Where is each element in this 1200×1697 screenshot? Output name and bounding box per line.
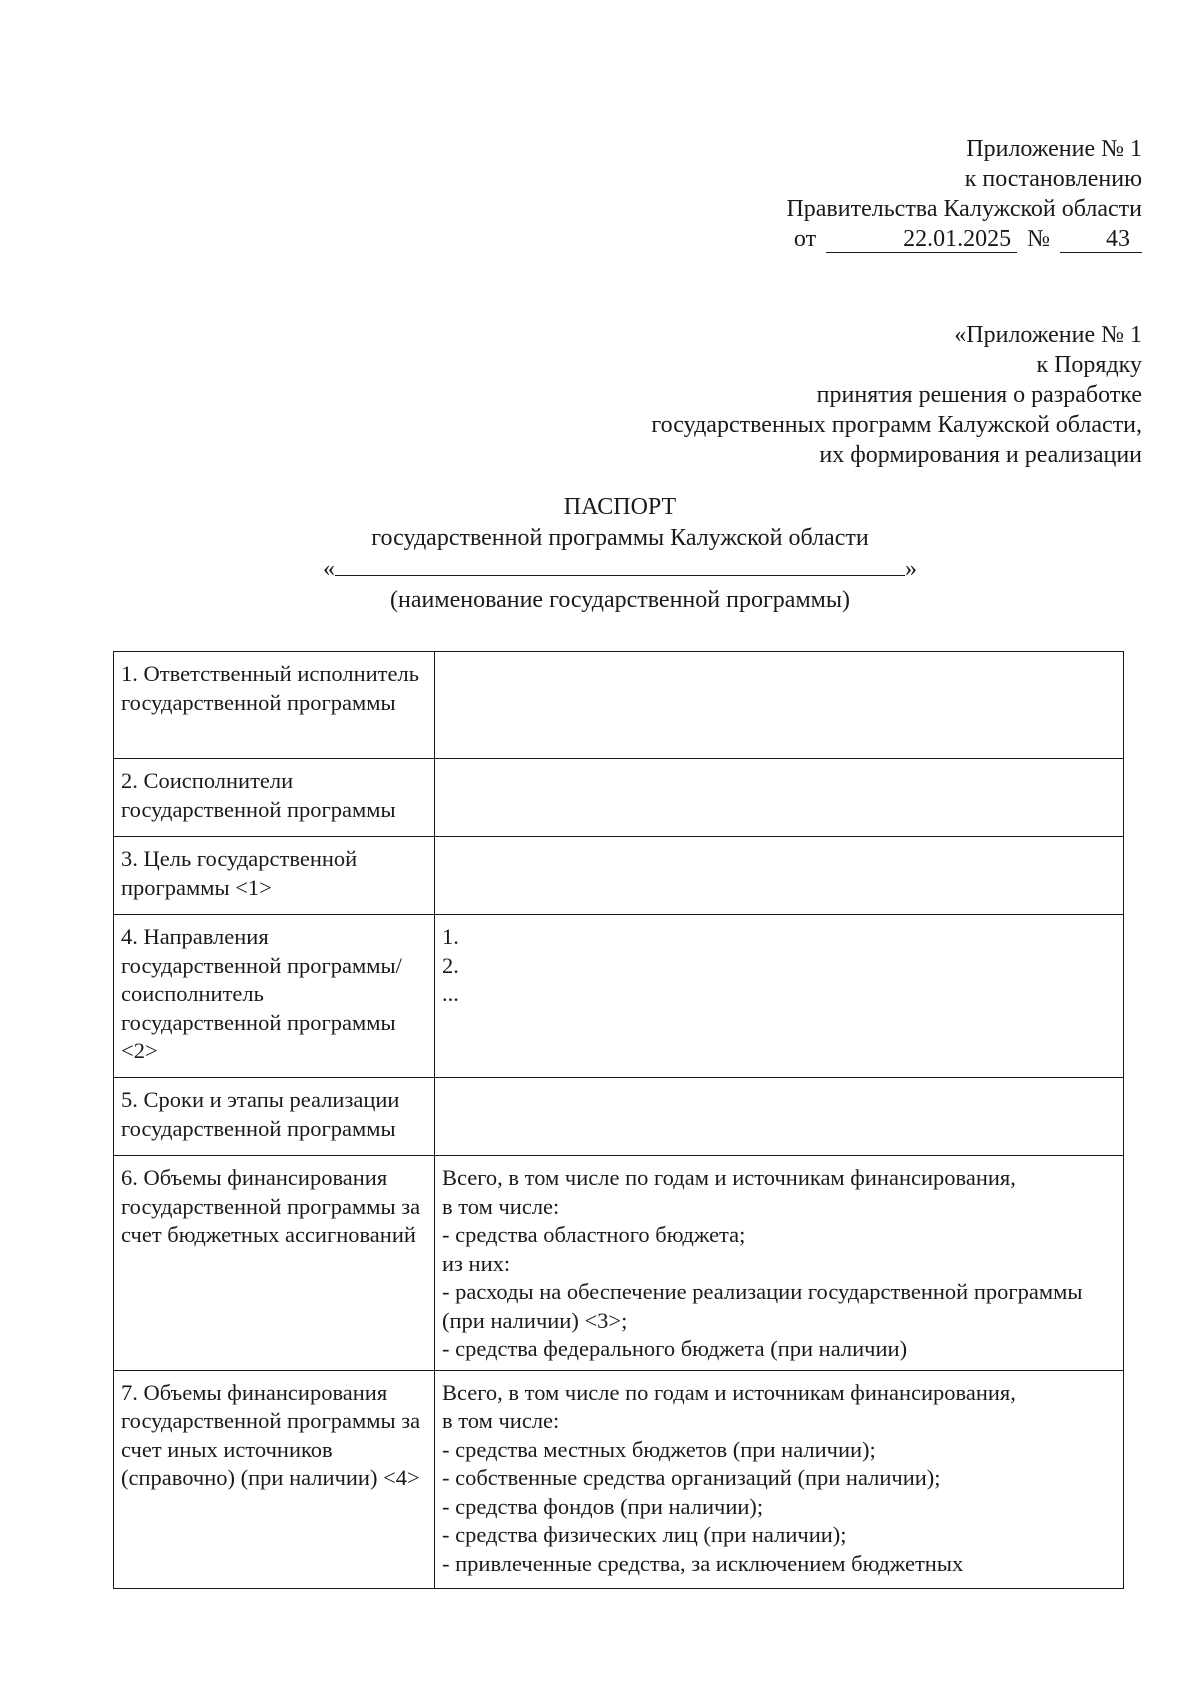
value-line: - средства федерального бюджета (при наличии) [442, 1336, 908, 1361]
value-line: Всего, в том числе по годам и источникам финансирования, [442, 1379, 1016, 1405]
value-line: 1. [442, 924, 459, 949]
procedure-header-line: государственных программ Калужской области, [651, 412, 1142, 438]
row-label: 4. Направления государственной программы/соисполнитель государственной программы <2> [114, 915, 435, 1078]
quote-close: » [905, 556, 917, 582]
order-date: 22.01.2025 [826, 226, 1017, 253]
table-row [114, 1370, 1124, 1588]
row-label: 3. Цель государственной программы <1> [114, 837, 435, 915]
row-value [435, 915, 1124, 1078]
row-value [435, 837, 1124, 915]
procedure-header-line: «Приложение № 1 [954, 322, 1142, 348]
order-header [786, 134, 1142, 254]
table-row [114, 759, 1124, 837]
from-label: от [793, 226, 817, 252]
value-line: в том числе: [442, 1193, 560, 1219]
table-row [114, 652, 1124, 759]
row-label: 2. Соисполнители государственной программы [114, 759, 435, 837]
passport-table [113, 651, 1124, 1589]
value-line: в том числе: [442, 1408, 560, 1433]
program-name-note: (наименование государственной программы) [390, 587, 850, 613]
row-label: 1. Ответственный исполнитель государственной программы [114, 652, 435, 759]
procedure-header-line: их формирования и реализации [819, 442, 1142, 468]
value-line: - расходы на обеспечение реализации государственной программы (при наличии) <3>; [442, 1279, 1083, 1333]
value-line: 2. [442, 952, 459, 978]
procedure-header-line: принятия решения о разработке [816, 382, 1142, 408]
table-row [114, 837, 1124, 915]
value-line: - средства физических лиц (при наличии); [442, 1522, 847, 1547]
value-line: ... [442, 981, 459, 1006]
value-line: - средства местных бюджетов (при наличии); [442, 1436, 876, 1462]
row-value [435, 1156, 1124, 1371]
value-line: - средства областного бюджета; [442, 1222, 746, 1247]
value-line: из них: [442, 1250, 511, 1276]
program-name-blank [335, 555, 905, 576]
value-line: - средства фондов (при наличии); [442, 1493, 764, 1519]
order-header-line: к постановлению [964, 166, 1142, 192]
procedure-header [651, 320, 1142, 470]
row-label: 5. Сроки и этапы реализации государственной программы [114, 1078, 435, 1156]
order-header-line: Правительства Калужской области [786, 196, 1142, 222]
value-line: - собственные средства организаций (при наличии); [442, 1465, 941, 1490]
document-title-block [0, 492, 1200, 616]
table-row [114, 1156, 1124, 1371]
procedure-header-line: к Порядку [1036, 352, 1142, 378]
row-label: 7. Объемы финансирования государственной программы за счет иных источников (справочно) (при наличии) <4> [114, 1370, 435, 1588]
quote-open: « [323, 556, 335, 582]
number-label: № [1027, 226, 1050, 252]
row-value [435, 652, 1124, 759]
value-line: - привлеченные средства, за исключением бюджетных [442, 1550, 964, 1576]
row-value [435, 1078, 1124, 1156]
value-line: Всего, в том числе по годам и источникам финансирования, [442, 1165, 1016, 1190]
order-number: 43 [1060, 226, 1142, 253]
row-value [435, 1370, 1124, 1588]
order-header-line: Приложение № 1 [966, 136, 1142, 162]
program-name-field [0, 554, 1200, 585]
document-subtitle: государственной программы Калужской области [371, 525, 869, 551]
document-title: ПАСПОРТ [563, 494, 677, 520]
row-value [435, 759, 1124, 837]
row-label: 6. Объемы финансирования государственной программы за счет бюджетных ассигнований [114, 1156, 435, 1371]
table-row [114, 1078, 1124, 1156]
order-date-number-line [786, 224, 1142, 254]
table-row [114, 915, 1124, 1078]
